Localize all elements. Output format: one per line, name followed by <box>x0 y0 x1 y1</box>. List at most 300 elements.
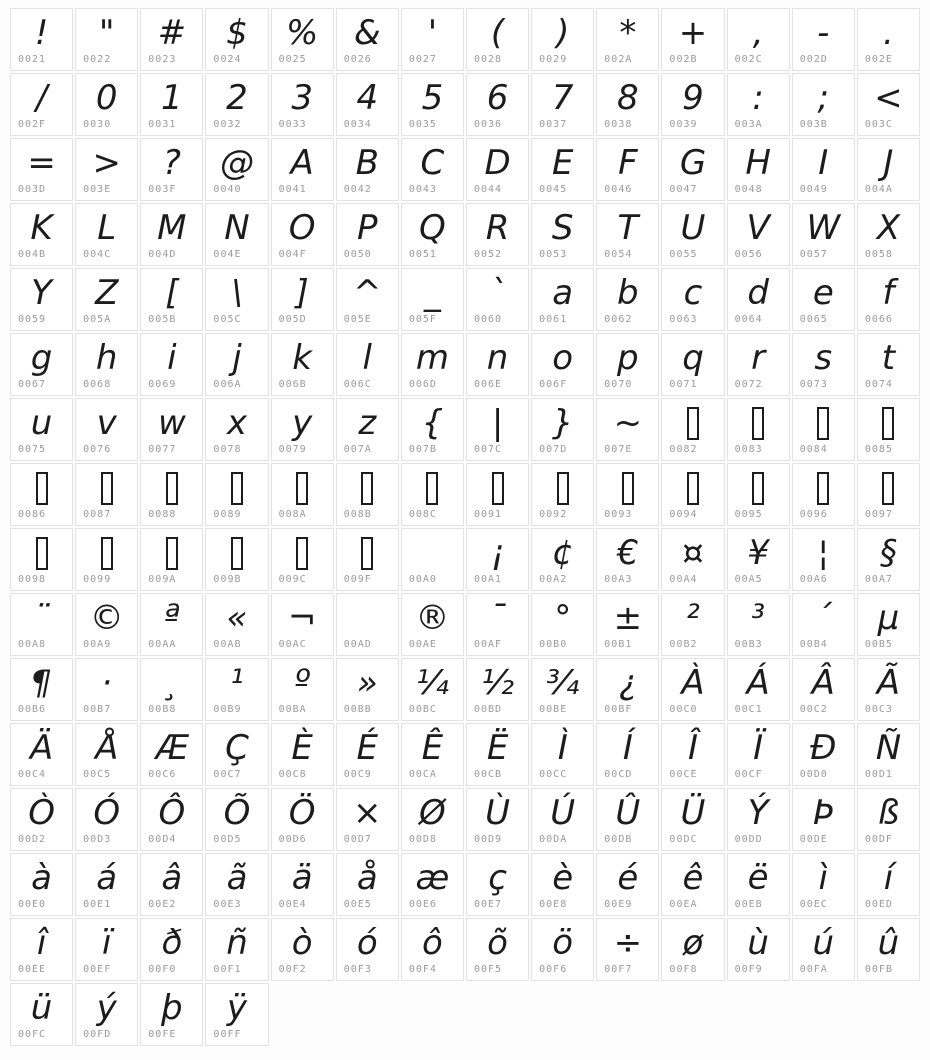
glyph-cell <box>75 983 138 1046</box>
codepoint-label: 0066 <box>864 314 893 325</box>
glyph-cell <box>727 788 790 851</box>
codepoint-label: 00AB <box>213 639 242 650</box>
glyph: ñ <box>226 923 248 963</box>
glyph-cell <box>661 918 724 981</box>
glyph: Ì <box>557 728 568 768</box>
missing-glyph-box-icon <box>166 537 178 570</box>
codepoint-label: 005D <box>278 314 307 325</box>
glyph-cell <box>205 268 268 331</box>
codepoint-label: 0047 <box>669 184 698 195</box>
glyph-cell <box>531 723 594 786</box>
glyph: € <box>617 533 639 573</box>
glyph-cell <box>10 398 73 461</box>
missing-glyph-box-icon <box>101 537 113 570</box>
glyph: Í <box>622 728 633 768</box>
glyph: å <box>356 858 378 898</box>
glyph-cell <box>661 73 724 136</box>
codepoint-label: 003B <box>799 119 828 130</box>
codepoint-label: 0086 <box>18 509 47 520</box>
glyph-cell <box>271 398 334 461</box>
glyph-cell <box>531 333 594 396</box>
glyph-cell <box>792 8 855 71</box>
glyph-cell <box>661 593 724 656</box>
glyph-cell <box>75 333 138 396</box>
glyph: × <box>353 793 382 833</box>
glyph-cell <box>727 8 790 71</box>
glyph: _ <box>423 273 441 313</box>
glyph: U <box>680 208 706 248</box>
codepoint-label: 0042 <box>343 184 372 195</box>
glyph-cell <box>10 658 73 721</box>
codepoint-label: 00F2 <box>278 964 307 975</box>
codepoint-label: 006E <box>473 379 503 390</box>
codepoint-label: 00EB <box>734 899 763 910</box>
glyph: B <box>355 143 379 183</box>
glyph: I <box>818 143 829 183</box>
glyph-cell <box>857 918 920 981</box>
codepoint-label: 005B <box>148 314 177 325</box>
glyph: D <box>484 143 511 183</box>
codepoint-label: 0043 <box>408 184 437 195</box>
glyph-cell <box>727 528 790 591</box>
glyph-cell <box>857 853 920 916</box>
glyph-cell <box>531 463 594 526</box>
glyph: æ <box>415 858 450 898</box>
glyph: @ <box>219 143 254 183</box>
glyph: ÷ <box>613 923 643 963</box>
codepoint-label: 00F1 <box>213 964 242 975</box>
glyph: Ó <box>93 793 121 833</box>
codepoint-label: 00AE <box>408 639 437 650</box>
glyph-cell <box>205 853 268 916</box>
glyph-cell <box>75 8 138 71</box>
codepoint-label: 0040 <box>213 184 242 195</box>
codepoint-label: 00DD <box>734 834 763 845</box>
glyph: Ë <box>486 728 509 768</box>
codepoint-label: 0031 <box>148 119 177 130</box>
codepoint-label: 0059 <box>18 314 47 325</box>
codepoint-label: 008A <box>278 509 307 520</box>
codepoint-label: 00A5 <box>734 574 763 585</box>
codepoint-label: 0046 <box>604 184 633 195</box>
codepoint-label: 00CC <box>539 769 568 780</box>
codepoint-label: 00E8 <box>539 899 568 910</box>
glyph-cell <box>727 593 790 656</box>
codepoint-label: 0050 <box>343 249 372 260</box>
codepoint-label: 00F6 <box>539 964 568 975</box>
codepoint-label: 005A <box>83 314 112 325</box>
codepoint-label: 00B7 <box>83 704 112 715</box>
glyph-cell <box>75 73 138 136</box>
glyph: ã <box>226 858 248 898</box>
glyph: 0 <box>95 78 118 118</box>
glyph: N <box>224 208 250 248</box>
glyph: 5 <box>421 78 444 118</box>
glyph: ´ <box>814 598 832 638</box>
codepoint-label: 0022 <box>83 54 112 65</box>
codepoint-label: 00C7 <box>213 769 242 780</box>
glyph-cell <box>75 918 138 981</box>
glyph-cell <box>661 203 724 266</box>
codepoint-label: 00F4 <box>408 964 437 975</box>
glyph: w <box>157 403 186 443</box>
glyph-cell <box>466 73 529 136</box>
glyph-cell <box>596 853 659 916</box>
glyph: t <box>881 338 896 378</box>
glyph: Ú <box>550 793 576 833</box>
glyph-cell <box>531 788 594 851</box>
codepoint-label: 00C9 <box>343 769 372 780</box>
glyph: P <box>357 208 378 248</box>
codepoint-label: 00C5 <box>83 769 112 780</box>
missing-glyph-box-icon <box>36 537 48 570</box>
glyph-cell <box>531 528 594 591</box>
glyph-cell <box>466 138 529 201</box>
codepoint-label: 00AF <box>473 639 503 650</box>
glyph: m <box>415 338 449 378</box>
missing-glyph-box-icon <box>687 407 699 440</box>
glyph: - <box>817 13 830 53</box>
glyph: ü <box>30 988 53 1028</box>
glyph: ½ <box>481 663 515 703</box>
codepoint-label: 004E <box>213 249 242 260</box>
codepoint-label: 0064 <box>734 314 763 325</box>
glyph-cell <box>727 853 790 916</box>
glyph-cell <box>792 203 855 266</box>
glyph: Å <box>95 728 119 768</box>
codepoint-label: 0041 <box>278 184 307 195</box>
missing-glyph-box-icon <box>36 472 48 505</box>
glyph: ¨ <box>33 598 51 638</box>
codepoint-label: 0097 <box>864 509 893 520</box>
missing-glyph-box-icon <box>231 472 243 505</box>
glyph-cell <box>401 138 464 201</box>
glyph: û <box>877 923 900 963</box>
codepoint-label: 00F7 <box>604 964 633 975</box>
glyph: Ä <box>29 728 54 768</box>
glyph-cell <box>727 723 790 786</box>
glyph-cell <box>140 398 203 461</box>
codepoint-label: 0073 <box>799 379 828 390</box>
glyph-cell <box>596 658 659 721</box>
codepoint-label: 0099 <box>83 574 112 585</box>
glyph: Ñ <box>875 728 902 768</box>
glyph-cell <box>10 593 73 656</box>
glyph-cell <box>271 528 334 591</box>
glyph-cell <box>661 398 724 461</box>
codepoint-label: 005E <box>343 314 372 325</box>
glyph: ² <box>686 598 700 638</box>
glyph-cell <box>792 333 855 396</box>
codepoint-label: 0058 <box>864 249 893 260</box>
glyph-cell <box>727 138 790 201</box>
glyph: k <box>292 338 312 378</box>
missing-glyph-box-icon <box>426 472 438 505</box>
glyph: f <box>882 273 895 313</box>
glyph: © <box>89 598 124 638</box>
glyph-cell <box>531 593 594 656</box>
codepoint-label: 00E7 <box>473 899 503 910</box>
glyph-cell <box>205 723 268 786</box>
glyph-cell <box>401 658 464 721</box>
codepoint-label: 0036 <box>473 119 503 130</box>
glyph-cell <box>271 658 334 721</box>
glyph-cell <box>596 918 659 981</box>
glyph: ; <box>817 78 829 118</box>
codepoint-label: 0054 <box>604 249 633 260</box>
glyph: R <box>485 208 510 248</box>
glyph: ¢ <box>551 533 574 573</box>
glyph-cell <box>401 398 464 461</box>
glyph: X <box>876 208 901 248</box>
codepoint-label: 005F <box>408 314 437 325</box>
glyph: Q <box>419 208 446 248</box>
glyph: q <box>682 338 704 378</box>
codepoint-label: 0035 <box>408 119 437 130</box>
glyph: | <box>491 403 504 443</box>
glyph: É <box>356 728 379 768</box>
glyph-cell <box>596 333 659 396</box>
glyph-cell <box>271 268 334 331</box>
glyph: « <box>226 598 248 638</box>
codepoint-label: 004F <box>278 249 307 260</box>
glyph: W <box>806 208 841 248</box>
glyph: + <box>678 13 708 53</box>
codepoint-label: 00F0 <box>148 964 177 975</box>
glyph: ò <box>291 923 313 963</box>
glyph: s <box>814 338 833 378</box>
codepoint-label: 00B1 <box>604 639 633 650</box>
glyph-cell <box>10 528 73 591</box>
glyph: ï <box>101 923 112 963</box>
codepoint-label: 0078 <box>213 444 242 455</box>
glyph-cell <box>401 723 464 786</box>
glyph: ³ <box>751 598 765 638</box>
codepoint-label: 00DB <box>604 834 633 845</box>
codepoint-label: 00BF <box>604 704 633 715</box>
glyph: c <box>683 273 703 313</box>
glyph: o <box>552 338 574 378</box>
codepoint-label: 0098 <box>18 574 47 585</box>
glyph: 6 <box>486 78 509 118</box>
codepoint-label: 0029 <box>539 54 568 65</box>
glyph: ÿ <box>226 988 248 1028</box>
glyph: y <box>292 403 313 443</box>
missing-glyph-box-icon <box>296 537 308 570</box>
codepoint-label: 004B <box>18 249 47 260</box>
codepoint-label: 0077 <box>148 444 177 455</box>
glyph-cell <box>10 918 73 981</box>
glyph: ¸ <box>163 663 181 703</box>
glyph: V <box>746 208 770 248</box>
glyph: » <box>356 663 378 703</box>
codepoint-label: 004C <box>83 249 112 260</box>
glyph: ¾ <box>546 663 580 703</box>
glyph-cell <box>336 8 399 71</box>
codepoint-label: 00BB <box>343 704 372 715</box>
glyph-cell <box>336 593 399 656</box>
glyph-cell <box>140 983 203 1046</box>
glyph-cell <box>596 8 659 71</box>
codepoint-label: 004A <box>864 184 893 195</box>
glyph-cell <box>336 73 399 136</box>
glyph-cell <box>336 723 399 786</box>
glyph-cell <box>75 138 138 201</box>
glyph-cell <box>596 73 659 136</box>
glyph: < <box>874 78 903 118</box>
glyph: e <box>812 273 834 313</box>
glyph-cell <box>140 463 203 526</box>
codepoint-label: 0069 <box>148 379 177 390</box>
codepoint-label: 00FD <box>83 1029 112 1040</box>
glyph: ¼ <box>415 663 449 703</box>
glyph-cell <box>271 203 334 266</box>
codepoint-label: 00F3 <box>343 964 372 975</box>
codepoint-label: 0091 <box>473 509 503 520</box>
codepoint-label: 002E <box>864 54 893 65</box>
glyph-cell <box>271 723 334 786</box>
glyph-cell <box>336 788 399 851</box>
glyph-cell <box>75 528 138 591</box>
glyph: h <box>95 338 118 378</box>
glyph-cell <box>792 658 855 721</box>
codepoint-label: 00D6 <box>278 834 307 845</box>
codepoint-label: 00C3 <box>864 704 893 715</box>
glyph-cell <box>466 8 529 71</box>
glyph-cell <box>140 268 203 331</box>
glyph: u <box>30 403 53 443</box>
codepoint-label: 003E <box>83 184 112 195</box>
glyph: 3 <box>291 78 313 118</box>
missing-glyph-box-icon <box>882 472 894 505</box>
codepoint-label: 00B2 <box>669 639 698 650</box>
glyph-cell <box>271 788 334 851</box>
glyph-cell <box>727 658 790 721</box>
missing-glyph-box-icon <box>752 472 764 505</box>
codepoint-label: 0071 <box>669 379 698 390</box>
codepoint-label: 00D2 <box>18 834 47 845</box>
codepoint-label: 0065 <box>799 314 828 325</box>
glyph: > <box>92 143 121 183</box>
codepoint-label: 0049 <box>799 184 828 195</box>
codepoint-label: 0061 <box>539 314 568 325</box>
glyph: é <box>617 858 639 898</box>
glyph: H <box>745 143 771 183</box>
glyph-cell <box>271 138 334 201</box>
codepoint-label: 0085 <box>864 444 893 455</box>
codepoint-label: 0076 <box>83 444 112 455</box>
codepoint-label: 0033 <box>278 119 307 130</box>
glyph-cell <box>727 333 790 396</box>
glyph-cell <box>661 463 724 526</box>
glyph-cell <box>466 788 529 851</box>
glyph-cell <box>857 398 920 461</box>
glyph-cell <box>205 918 268 981</box>
codepoint-label: 00FB <box>864 964 893 975</box>
codepoint-label: 004D <box>148 249 177 260</box>
glyph-cell <box>401 788 464 851</box>
glyph: ß <box>877 793 900 833</box>
codepoint-label: 005C <box>213 314 242 325</box>
glyph: ¹ <box>230 663 244 703</box>
glyph: ' <box>427 13 438 53</box>
glyph: . <box>883 13 894 53</box>
glyph-cell <box>140 723 203 786</box>
glyph-cell <box>596 593 659 656</box>
glyph-cell <box>401 463 464 526</box>
glyph-cell <box>75 658 138 721</box>
glyph: x <box>226 403 248 443</box>
codepoint-label: 0045 <box>539 184 568 195</box>
glyph: õ <box>487 923 508 963</box>
glyph: â <box>161 858 183 898</box>
glyph-cell <box>401 73 464 136</box>
codepoint-label: 0074 <box>864 379 893 390</box>
glyph: Z <box>95 273 119 313</box>
glyph-cell <box>792 463 855 526</box>
codepoint-label: 0027 <box>408 54 437 65</box>
glyph-cell <box>401 528 464 591</box>
missing-glyph-box-icon <box>557 472 569 505</box>
glyph-cell <box>336 398 399 461</box>
glyph: \ <box>231 273 243 313</box>
glyph-cell <box>75 593 138 656</box>
glyph: F <box>618 143 638 183</box>
glyph-cell <box>336 658 399 721</box>
glyph: ó <box>356 923 378 963</box>
codepoint-label: 00E9 <box>604 899 633 910</box>
glyph-cell <box>792 398 855 461</box>
glyph: 8 <box>617 78 639 118</box>
codepoint-label: 00E3 <box>213 899 242 910</box>
glyph: Ö <box>288 793 316 833</box>
glyph-cell <box>140 918 203 981</box>
glyph: p <box>617 338 639 378</box>
glyph: = <box>27 143 56 183</box>
glyph-cell <box>531 658 594 721</box>
codepoint-label: 003F <box>148 184 177 195</box>
glyph-cell <box>661 853 724 916</box>
glyph-cell <box>271 8 334 71</box>
codepoint-label: 0082 <box>669 444 698 455</box>
codepoint-label: 00C6 <box>148 769 177 780</box>
glyph-cell <box>205 658 268 721</box>
codepoint-label: 006F <box>539 379 568 390</box>
glyph-cell <box>466 398 529 461</box>
glyph: Ô <box>158 793 186 833</box>
codepoint-label: 007E <box>604 444 633 455</box>
glyph: ô <box>422 923 443 963</box>
glyph-cell <box>401 203 464 266</box>
glyph-cell <box>75 853 138 916</box>
glyph: M <box>157 208 187 248</box>
codepoint-label: 002F <box>18 119 47 130</box>
glyph: ¦ <box>817 533 829 573</box>
glyph-cell <box>401 268 464 331</box>
glyph-cell <box>857 788 920 851</box>
glyph: 7 <box>551 78 574 118</box>
codepoint-label: 0089 <box>213 509 242 520</box>
glyph: & <box>354 13 381 53</box>
codepoint-label: 0032 <box>213 119 242 130</box>
glyph-cell <box>857 723 920 786</box>
glyph-cell <box>792 593 855 656</box>
glyph: ª <box>163 598 180 638</box>
glyph-cell <box>140 138 203 201</box>
glyph-cell <box>596 398 659 461</box>
codepoint-label: 009B <box>213 574 242 585</box>
glyph-cell <box>661 268 724 331</box>
